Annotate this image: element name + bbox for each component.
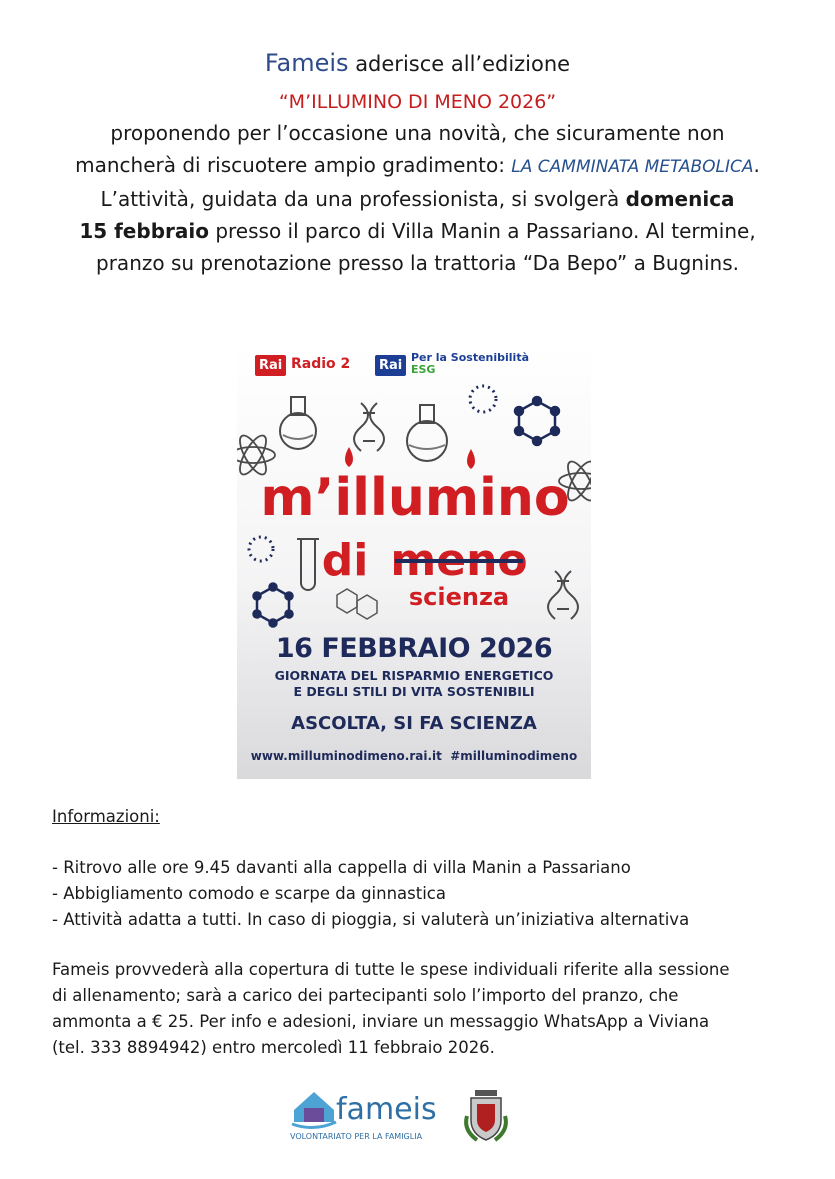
event-title: “M’ILLUMINO DI MENO 2026” (278, 91, 557, 113)
info-list (52, 855, 792, 933)
intro-line-4-text: mancherà di riscuotere ampio gradimento: (75, 153, 512, 177)
rai-esg-logo: Rai (375, 355, 406, 376)
intro-line-6-text: presso il parco di Villa Manin a Passariano. Al termine, (208, 219, 756, 243)
intro-body (0, 117, 835, 279)
rai-logo: Rai (255, 355, 286, 376)
info-paragraph (52, 957, 792, 1061)
poster-date: 16 FEBBRAIO 2026 (275, 633, 553, 664)
info-para-line: ammonta a € 25. Per info e adesioni, inviare un messaggio WhatsApp a Viviana (52, 1012, 710, 1031)
info-item: - Abbigliamento comodo e scarpe da ginnastica (52, 884, 446, 903)
test-tube-icon (297, 539, 319, 590)
radio2-logo: Radio 2 (291, 356, 351, 372)
fameis-tagline: VOLONTARIATO PER LA FAMIGLIA (290, 1132, 423, 1141)
poster-website: www.milluminodimeno.rai.it #milluminodimeno (250, 749, 578, 763)
sostenibilita-label (411, 352, 529, 376)
logo-di: di (321, 535, 369, 586)
intro-line-5 (0, 183, 835, 215)
intro-line-5-text: L’attività, guidata da una professionista, si svolgerà (100, 187, 626, 211)
house-icon (290, 1088, 338, 1132)
drop-icon (467, 449, 475, 469)
poster-subtitle-2: E DEGLI STILI DI VITA SOSTENIBILI (293, 684, 535, 699)
info-para-line: Fameis provvederà alla copertura di tutte le spese individuali riferite alla sessione (52, 960, 730, 979)
flask-icon (407, 405, 447, 461)
dotted-circle-icon (249, 537, 273, 561)
poster-slogan: ASCOLTA, SI FA SCIENZA (291, 713, 537, 734)
intro-block (0, 48, 835, 279)
municipal-crest-icon (463, 1086, 509, 1144)
intro-line-3: proponendo per l’occasione una novità, che sicuramente non (110, 121, 725, 145)
dotted-circle-icon (470, 386, 496, 412)
logo-meno: meno (390, 535, 528, 586)
event-day: domenica (625, 187, 735, 211)
event-date: 15 febbraio (79, 219, 209, 243)
esg-text: ESG (411, 363, 436, 376)
dna-icon (548, 571, 578, 619)
info-para-line: di allenamento; sarà a carico dei partecipanti solo l’importo del pranzo, che (52, 986, 679, 1005)
drop-icon (345, 447, 353, 467)
info-item: - Ritrovo alle ore 9.45 davanti alla cappella di villa Manin a Passariano (52, 858, 631, 877)
benzene-icon (337, 589, 377, 619)
poster-illustration (237, 343, 591, 633)
fameis-logo (290, 1088, 437, 1146)
flask-icon (280, 397, 316, 449)
logo-millumino: m’illumino (260, 468, 570, 528)
info-section (52, 805, 792, 1061)
intro-line-1 (0, 48, 835, 79)
poster-subtitle (237, 668, 591, 700)
dna-icon (354, 403, 384, 451)
intro-line-4-end: . (753, 153, 760, 177)
poster-subtitle-1: GIORNATA DEL RISPARMIO ENERGETICO (274, 668, 554, 683)
info-para-line: (tel. 333 8894942) entro mercoledì 11 febbraio 2026. (52, 1038, 495, 1057)
info-item: - Attività adatta a tutti. In caso di pioggia, si valuterà un’iniziativa alternativa (52, 910, 690, 929)
intro-line-4 (0, 149, 835, 183)
event-poster (237, 343, 591, 779)
hexagon-molecule-icon (515, 397, 559, 445)
intro-line-6 (0, 215, 835, 247)
info-heading: Informazioni: (52, 807, 160, 826)
intro-line-1-rest: aderisce all’edizione (348, 52, 571, 76)
activity-name: LA CAMMINATA METABOLICA (511, 157, 754, 177)
hexagon-molecule-icon (254, 584, 293, 627)
intro-line-7: pranzo su prenotazione presso la trattoria “Da Bepo” a Bugnins. (96, 251, 739, 275)
logo-scienza: scienza (408, 583, 510, 611)
sostenibilita-text: Per la Sostenibilità (411, 351, 530, 364)
brand-name: Fameis (264, 49, 349, 77)
fameis-wordmark: fameis (336, 1092, 437, 1127)
